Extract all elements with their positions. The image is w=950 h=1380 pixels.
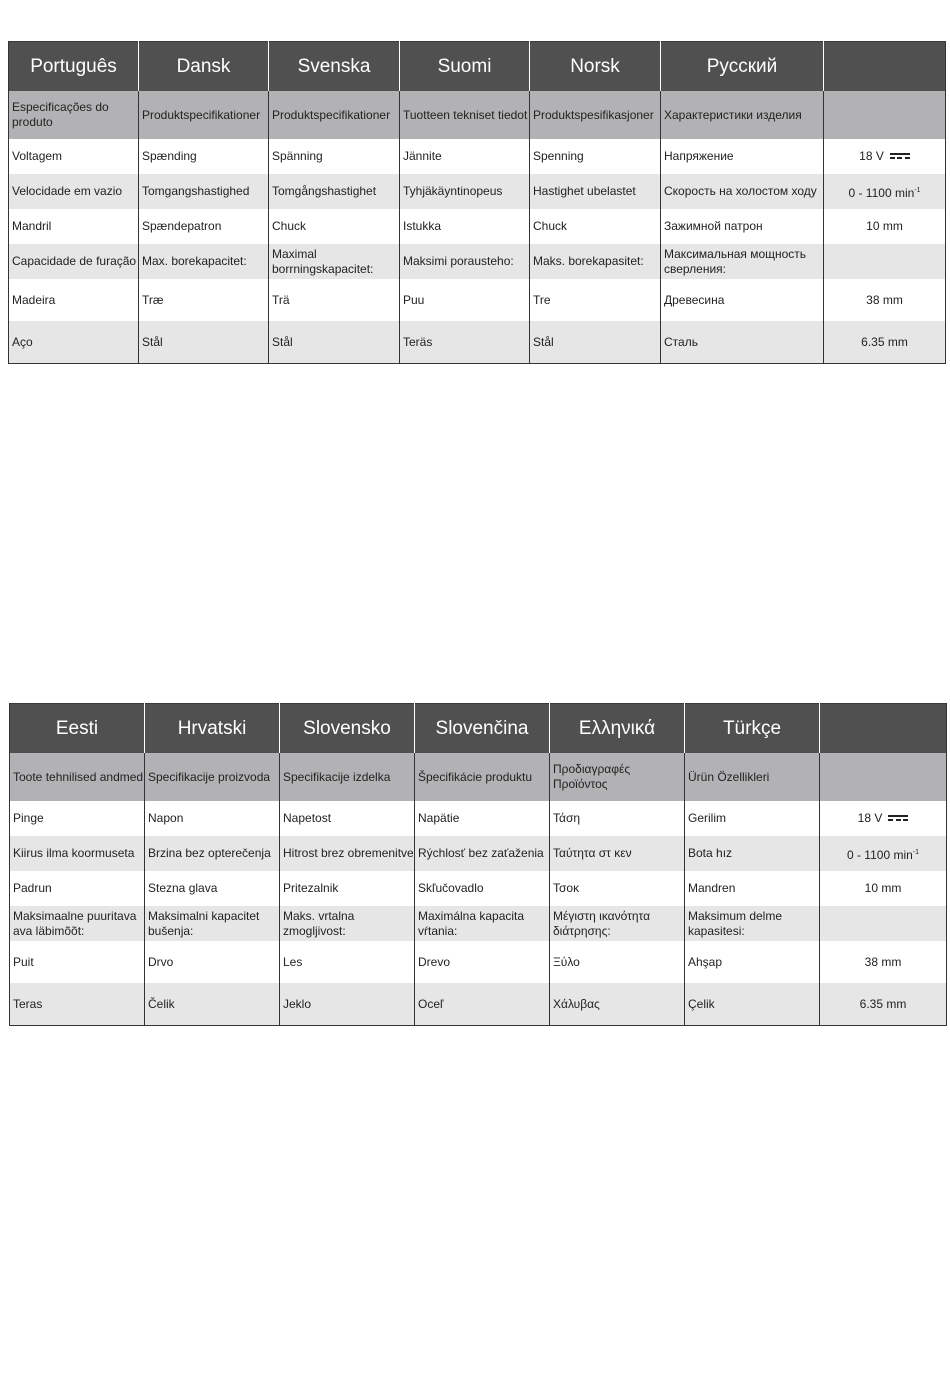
table-cell: Specifikacije izdelka — [280, 753, 415, 801]
table-cell: Χάλυβας — [550, 983, 685, 1026]
voltage-text: 18 V — [859, 149, 884, 163]
speed-text: 0 - 1100 min — [846, 847, 913, 862]
table-cell: Produktspecifikationer — [269, 91, 400, 139]
header-slovensko: Slovensko — [280, 704, 415, 754]
table-cell: Gerilim — [685, 801, 820, 836]
table-cell: Velocidade em vazio — [9, 174, 139, 209]
header-row — [10, 704, 947, 754]
table-cell: Ürün Özellikleri — [685, 753, 820, 801]
table-cell: Puu — [400, 279, 530, 321]
table-cell: Ahşap — [685, 941, 820, 983]
table-row — [10, 906, 947, 941]
header-russian: Русский — [661, 42, 824, 92]
table-cell: Tuotteen tekniset tiedot — [400, 91, 530, 139]
table-cell: Teräs — [400, 321, 530, 364]
table-cell — [820, 753, 947, 801]
table-cell: Toote tehnilised andmed — [10, 753, 145, 801]
header-value — [824, 42, 946, 92]
table-row — [9, 91, 946, 139]
table-cell: Τσοκ — [550, 871, 685, 906]
spec-table-1 — [8, 41, 946, 364]
table-cell: Stål — [530, 321, 661, 364]
table-cell: Характеристики изделия — [661, 91, 824, 139]
table-cell: Tomgangshastighed — [139, 174, 269, 209]
table-row — [10, 983, 947, 1026]
table-cell: Προδιαγραφές Προϊόντος — [550, 753, 685, 801]
table-cell: Maksimi porausteho: — [400, 244, 530, 279]
table-cell: Ξύλο — [550, 941, 685, 983]
header-portugues: Português — [9, 42, 139, 92]
table-cell: 6.35 mm — [820, 983, 947, 1026]
table-cell: Voltagem — [9, 139, 139, 174]
table-cell: Napätie — [415, 801, 550, 836]
table-cell: 6.35 mm — [824, 321, 946, 364]
table-cell: Madeira — [9, 279, 139, 321]
table-cell: Padrun — [10, 871, 145, 906]
table-cell: Drvo — [145, 941, 280, 983]
table-cell: Stål — [269, 321, 400, 364]
table-cell: Tomgångshastighet — [269, 174, 400, 209]
table-cell: Les — [280, 941, 415, 983]
speed-unit-superscript: -1 — [912, 848, 920, 856]
table-cell: Produktspecifikationer — [139, 91, 269, 139]
table-cell — [824, 244, 946, 279]
table-cell: Tyhjäkäyntinopeus — [400, 174, 530, 209]
table-cell: Napon — [145, 801, 280, 836]
table-cell: 38 mm — [824, 279, 946, 321]
table-cell: Kiirus ilma koormuseta — [10, 836, 145, 871]
table-cell: Maximal borrningskapacitet: — [269, 244, 400, 279]
table-row — [10, 836, 947, 871]
table-row — [10, 941, 947, 983]
header-suomi: Suomi — [400, 42, 530, 92]
table-cell: Oceľ — [415, 983, 550, 1026]
table-cell: Mandril — [9, 209, 139, 244]
table-cell: Aço — [9, 321, 139, 364]
table-cell: Stezna glava — [145, 871, 280, 906]
table-cell: Chuck — [269, 209, 400, 244]
speed-value — [824, 174, 946, 209]
table-cell: Rýchlosť bez zaťaženia — [415, 836, 550, 871]
table-cell: 10 mm — [824, 209, 946, 244]
table-cell: Pritezalnik — [280, 871, 415, 906]
table-cell: Brzina bez opterečenja — [145, 836, 280, 871]
table-cell: Capacidade de furação — [9, 244, 139, 279]
speed-value — [820, 836, 947, 871]
direct-current-icon — [890, 152, 910, 160]
table-cell: Древесина — [661, 279, 824, 321]
table-row — [10, 801, 947, 836]
table-row — [10, 753, 947, 801]
table-row — [9, 244, 946, 279]
header-greek: Ελληνικά — [550, 704, 685, 754]
table-cell: Μέγιστη ικανότητα διάτρησης: — [550, 906, 685, 941]
table-cell: Teras — [10, 983, 145, 1026]
table-cell: Maks. borekapasitet: — [530, 244, 661, 279]
table-cell: Produktspesifikasjoner — [530, 91, 661, 139]
table-cell: Maksimalni kapacitet bušenja: — [145, 906, 280, 941]
header-svenska: Svenska — [269, 42, 400, 92]
table-cell: 10 mm — [820, 871, 947, 906]
table-cell: Trä — [269, 279, 400, 321]
table-cell — [820, 906, 947, 941]
table-row — [9, 321, 946, 364]
table-cell: Skľučovadlo — [415, 871, 550, 906]
direct-current-icon — [888, 814, 908, 822]
table-row — [9, 139, 946, 174]
header-norsk: Norsk — [530, 42, 661, 92]
voltage-text: 18 V — [857, 811, 883, 825]
table-cell: Максимальная мощность сверления: — [661, 244, 824, 279]
table-cell: Скорость на холостом ходу — [661, 174, 824, 209]
table-cell: Ταύτητα στ κεν — [550, 836, 685, 871]
table-cell: Hitrost brez obremenitve — [280, 836, 415, 871]
table-row — [9, 174, 946, 209]
table-cell: Chuck — [530, 209, 661, 244]
table-cell: Maksimaalne puuritava ava läbimõõt: — [10, 906, 145, 941]
table-cell: Hastighet ubelastet — [530, 174, 661, 209]
header-eesti: Eesti — [10, 704, 145, 754]
voltage-value — [824, 139, 946, 174]
table-cell: Especificações do produto — [9, 91, 139, 139]
header-row — [9, 42, 946, 92]
voltage-value — [820, 801, 947, 836]
table-cell: Maksimum delme kapasitesi: — [685, 906, 820, 941]
header-hrvatski: Hrvatski — [145, 704, 280, 754]
table-cell: Jännite — [400, 139, 530, 174]
table-cell: Specifikacije proizvoda — [145, 753, 280, 801]
table-cell: Сталь — [661, 321, 824, 364]
table-cell: Jeklo — [280, 983, 415, 1026]
table-cell: Napetost — [280, 801, 415, 836]
table-cell: Напряжение — [661, 139, 824, 174]
table-cell — [824, 91, 946, 139]
header-slovencina: Slovenčina — [415, 704, 550, 754]
table-cell: Mandren — [685, 871, 820, 906]
table-cell: Istukka — [400, 209, 530, 244]
header-turkce: Türkçe — [685, 704, 820, 754]
table-cell: Stål — [139, 321, 269, 364]
table-cell: Špecifikácie produktu — [415, 753, 550, 801]
speed-unit-superscript: -1 — [914, 186, 921, 194]
table-cell: Pinge — [10, 801, 145, 836]
table-row — [9, 279, 946, 321]
table-row — [10, 871, 947, 906]
header-dansk: Dansk — [139, 42, 269, 92]
table-cell: Maks. vrtalna zmogljivost: — [280, 906, 415, 941]
table-cell: 38 mm — [820, 941, 947, 983]
table-cell: Tre — [530, 279, 661, 321]
table-cell: Spænding — [139, 139, 269, 174]
table-cell: Bota hız — [685, 836, 820, 871]
table-cell: Max. borekapacitet: — [139, 244, 269, 279]
table-cell: Drevo — [415, 941, 550, 983]
table-cell: Çelik — [685, 983, 820, 1026]
table-cell: Τάση — [550, 801, 685, 836]
table-cell: Træ — [139, 279, 269, 321]
table-row — [9, 209, 946, 244]
table-cell: Spændepatron — [139, 209, 269, 244]
table-cell: Puit — [10, 941, 145, 983]
table-cell: Зажимной патрон — [661, 209, 824, 244]
table-cell: Čelik — [145, 983, 280, 1026]
header-value — [820, 704, 947, 754]
spec-table-2 — [9, 703, 947, 1026]
speed-text: 0 - 1100 min — [848, 185, 915, 200]
table-cell: Spenning — [530, 139, 661, 174]
table-cell: Spänning — [269, 139, 400, 174]
table-cell: Maximálna kapacita vŕtania: — [415, 906, 550, 941]
